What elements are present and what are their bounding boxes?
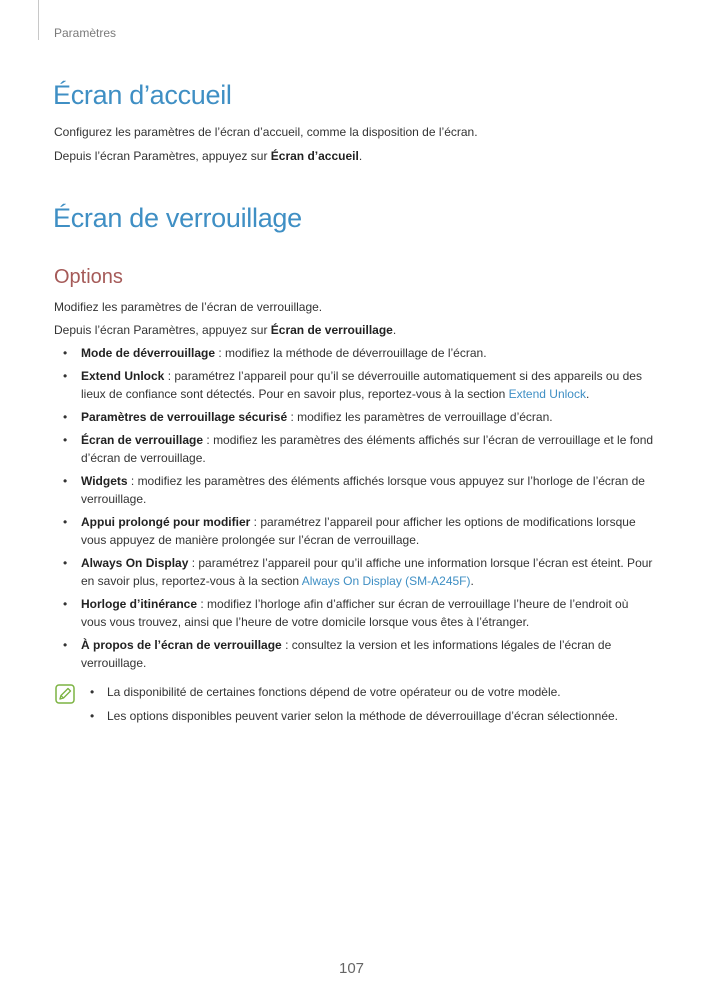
lock-screen-instruction: Depuis l’écran Paramètres, appuyez sur Écran de verrouillage. (54, 323, 397, 337)
list-item-touch-and-hold: • Appui prolongé pour modifier : paramétrez l’appareil pour afficher les options de modifications lorsque vous appuyez de manière prolongée sur l’écran de verrouillage. (63, 515, 636, 547)
list-item-roaming-clock: • Horloge d’itinérance : modifiez l’horloge afin d’afficher sur écran de verrouillage l’heure de l’endroit où vous vous trouvez, ainsi que l’heure de votre domicile lorsque vous êtes à l’étranger. (63, 597, 629, 629)
list-item-extend-unlock: • Extend Unlock : paramétrez l’appareil pour qu’il se déverrouille automatiquement si des appareils ou des lieux de confiance sont détectés. Pour en savoir plus, reportez-vous à la section Extend Unlock. (63, 369, 642, 401)
lock-screen-options-list (54, 344, 654, 677)
list-item-always-on-display: • Always On Display : paramétrez l’appareil pour qu’il affiche une information lorsque l’écran est éteint. Pour en savoir plus, reportez-vous à la section Always On Display (SM-A245F). (63, 556, 653, 588)
list-item-secure-lock-settings: • Paramètres de verrouillage sécurisé : modifiez les paramètres de verrouillage d’écran. (63, 410, 553, 424)
list-item-lock-screen: • Écran de verrouillage : modifiez les paramètres des éléments affichés sur l’écran de verrouillage et le fond d’écran de verrouillage. (63, 433, 654, 465)
notes-list (82, 683, 652, 731)
running-header: Paramètres (54, 26, 117, 40)
note-pencil-icon (55, 684, 75, 704)
home-screen-intro: Configurez les paramètres de l’écran d’accueil, comme la disposition de l’écran. (54, 125, 478, 139)
home-screen-menu-path: Écran d’accueil (270, 149, 359, 163)
home-screen-instruction: Depuis l’écran Paramètres, appuyez sur Écran d’accueil. (54, 149, 363, 163)
home-screen-title: Écran d’accueil (53, 80, 232, 110)
always-on-display-link[interactable]: Always On Display (SM-A245F) (301, 574, 471, 588)
note-item: • Les options disponibles peuvent varier selon la méthode de déverrouillage d’écran sélectionnée. (90, 709, 618, 723)
options-heading: Options (54, 266, 123, 288)
page-number: 107 (338, 960, 365, 977)
lock-screen-menu-path: Écran de verrouillage (270, 323, 393, 337)
list-item-unlock-mode: • Mode de déverrouillage : modifiez la méthode de déverrouillage de l’écran. (63, 346, 487, 360)
list-item-about-lock-screen: • À propos de l’écran de verrouillage : consultez la version et les informations légales de l’écran de verrouillage. (63, 638, 612, 670)
note-item: • La disponibilité de certaines fonctions dépend de votre opérateur ou de votre modèle. (90, 685, 561, 699)
extend-unlock-link[interactable]: Extend Unlock (508, 387, 586, 401)
list-item-widgets: • Widgets : modifiez les paramètres des éléments affichés lorsque vous appuyez sur l’horloge de l’écran de verrouillage. (63, 474, 645, 506)
header-divider (38, 0, 39, 40)
lock-screen-title: Écran de verrouillage (53, 203, 302, 233)
lock-screen-intro: Modifiez les paramètres de l’écran de verrouillage. (54, 300, 323, 314)
